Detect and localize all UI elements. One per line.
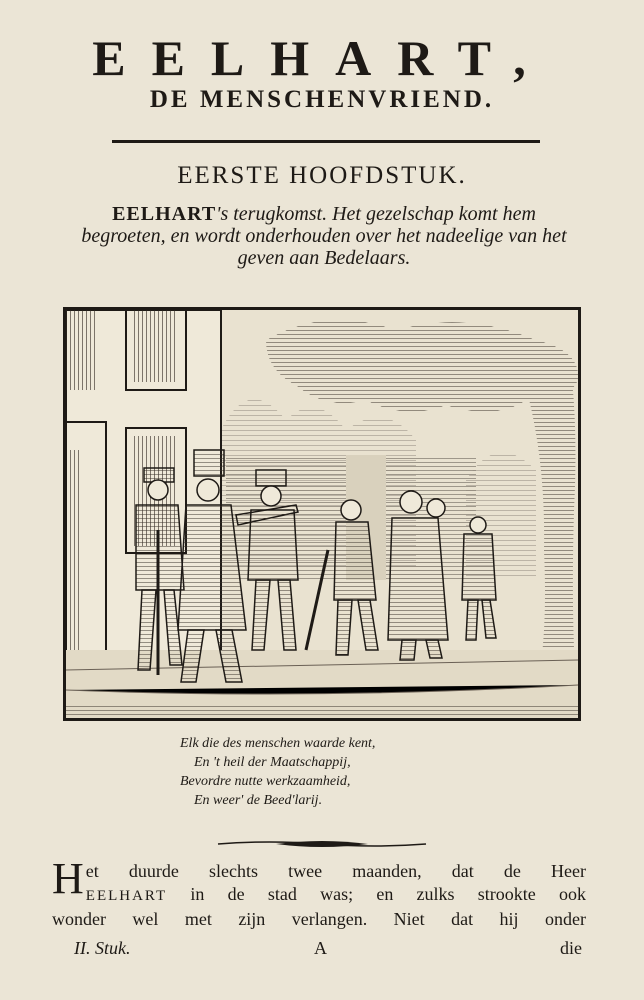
woodcut-street-scene-icon (66, 310, 578, 718)
woodcut-illustration (63, 307, 581, 721)
summary-text: 's terugkomst. Het gezelschap komt hem begroeten, en wordt onderhouden over het nadeelige van het geven aan Bedelaars. (81, 203, 567, 269)
body-line-1: et duurde slechts twee maanden, dat de Heer (85, 861, 586, 881)
ornament-divider-icon (216, 838, 428, 850)
signature-mark: II. Stuk. (74, 938, 131, 958)
body-line-3: wonder wel met zijn verlangen. Niet dat hij onder (52, 909, 586, 929)
verse-block (180, 734, 500, 810)
chapter-summary (70, 203, 578, 269)
page-footer (52, 938, 586, 960)
verse-line: En weer' de Beed'larij. (194, 793, 323, 808)
body-line-2: in de stad was; en zulks strookte ook (167, 884, 586, 904)
chapter-heading: EERSTE HOOFDSTUK. (177, 162, 467, 189)
sheet-mark: A (314, 938, 327, 958)
body-name: EELHART (85, 888, 168, 904)
summary-name: EELHART (112, 203, 217, 225)
catchword: die (560, 938, 582, 958)
verse-line: Elk die des menschen waarde kent, (180, 736, 376, 751)
body-text (52, 854, 586, 931)
book-title: EELHART, (92, 30, 552, 86)
book-subtitle: DE MENSCHENVRIEND. (149, 86, 495, 113)
title-rule (112, 140, 540, 143)
verse-line: Bevordre nutte werkzaamheid, (180, 774, 351, 789)
verse-line: En 't heil der Maatschappij, (194, 755, 351, 770)
drop-cap: H (52, 854, 84, 903)
